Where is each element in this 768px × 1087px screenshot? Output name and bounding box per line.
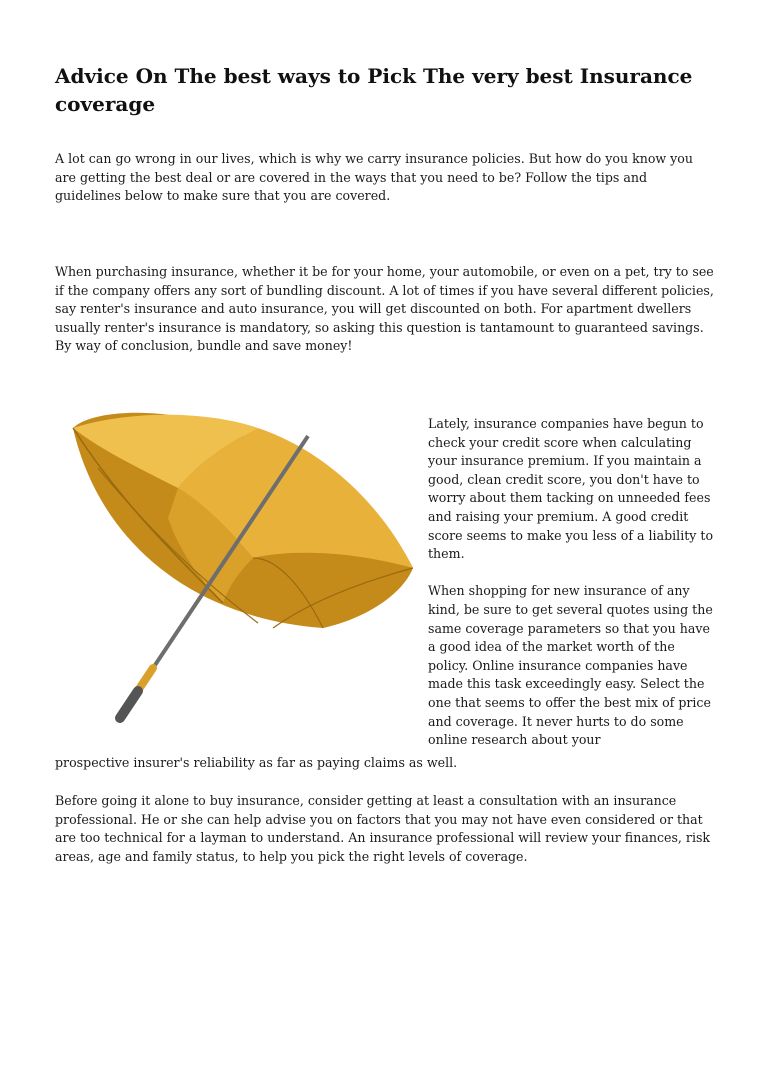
credit-paragraph: Lately, insurance companies have begun to check your credit score when calculating your insurance premium. If you maintain a good, clean credit score, you don't have to worry about them tacking on unneeded fees and raising your premium. A good credit score seems to make you less of a liability to them.: [428, 416, 714, 562]
paragraph-gap: [428, 564, 718, 583]
consultation-paragraph: Before going it alone to buy insurance, consider getting at least a consultation with an insurance professional. He or she can help advise you on factors that you may not have even considered or that are too technical for a layman to understand. An insurance professional will review your finances, risk areas, age and family status, to help you pick the right levels of coverage.: [55, 793, 711, 864]
umbrella-icon: [58, 388, 418, 748]
intro-paragraph: A lot can go wrong in our lives, which is why we carry insurance policies. But how do you know you are getting the best deal or are covered in the ways that you need to be? Follow the tips and guidelines below to make sure that you are covered.: [55, 151, 693, 204]
quotes-paragraph-side: When shopping for new insurance of any kind, be sure to get several quotes using the same coverage parameters so that you have a good idea of the market worth of the policy. Online insurance companies have made this task exceedingly easy. Select the one that seems to offer the best mix of price and coverage. It never hurts to do some online research about your: [428, 583, 713, 748]
umbrella-image: [58, 388, 418, 748]
side-column: [428, 415, 718, 750]
page-title: Advice On The best ways to Pick The very best Insurance coverage: [55, 64, 693, 116]
quotes-paragraph-wrap: prospective insurer's reliability as far as paying claims as well.: [55, 755, 458, 770]
bundling-paragraph: When purchasing insurance, whether it be for your home, your automobile, or even on a pet, try to see if the company offers any sort of bundling discount. A lot of times if you have several different policies, say renter's insurance and auto insurance, you will get discounted on both. For apartment dwellers usually renter's insurance is mandatory, so asking this question is tantamount to guaranteed savings. By way of conclusion, bundle and save money!: [55, 264, 714, 354]
